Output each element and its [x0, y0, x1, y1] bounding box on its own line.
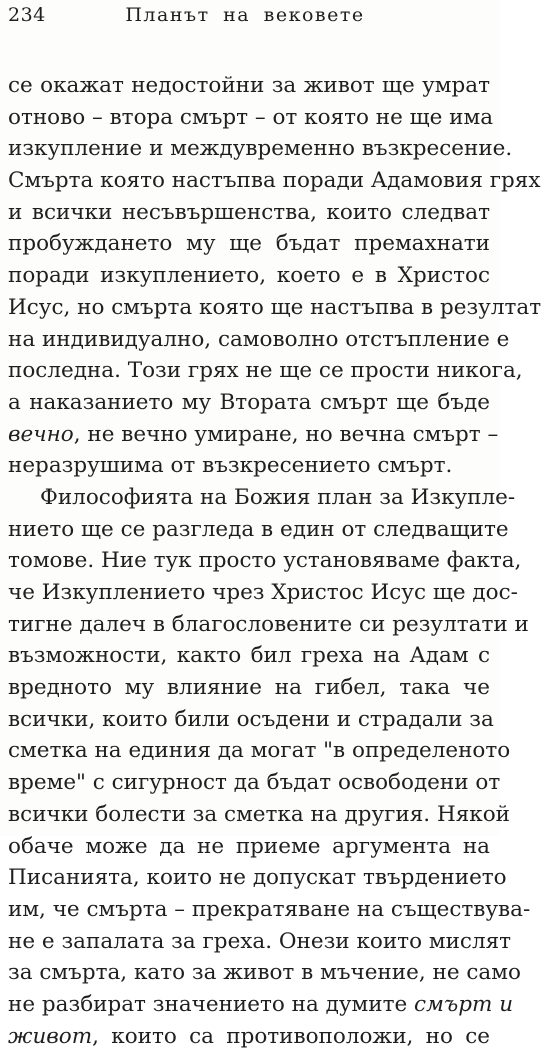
text-line — [8, 831, 490, 863]
text-line — [8, 419, 499, 451]
text-line — [8, 767, 501, 799]
running-title: Планът на вековете — [125, 4, 365, 26]
text-run: Философията на Божия план за Изкупле- — [40, 484, 516, 510]
text-run: за смърта, като за живот в мъчение, не само — [8, 960, 521, 986]
text-line — [8, 102, 494, 134]
italic-text: живот — [8, 1023, 93, 1049]
text-run: не разбират значението на думите — [8, 991, 415, 1017]
text-run: време" с сигурност да бъдат освободени от — [8, 770, 501, 796]
text-run: всички болести за сметка на другия. Някой — [8, 801, 510, 827]
text-line — [8, 799, 510, 831]
text-run: и всички несъвършенства, които следват — [8, 199, 490, 225]
text-run: последна. Този грях не ще се прости никога, — [8, 358, 523, 384]
text-run: отново – втора смърт – от която не ще има — [8, 104, 494, 130]
text-run: сметка на единия да могат "в определеното — [8, 738, 511, 764]
italic-text: смърт и — [414, 991, 514, 1017]
text-run: а наказанието му Втората смърт ще бъде — [8, 389, 490, 415]
text-run: , които са противоположи, но се — [92, 1023, 490, 1049]
body-text — [8, 70, 541, 1052]
text-line — [8, 450, 490, 482]
text-run: на индивидуално, самоволно отстъпление е — [8, 326, 510, 352]
text-run: Смърта която настъпва поради Адамовия грях — [8, 168, 541, 194]
text-line — [8, 165, 541, 197]
text-run: се окажат недостойни за живот ще умрат — [8, 73, 490, 98]
text-run: вредното му влияние на гибел, така че — [8, 675, 490, 701]
text-run: им, че смърта – прекратяване на съществува- — [8, 896, 531, 922]
text-run: , не вечно умиране, но вечна смърт – — [73, 421, 499, 447]
text-line — [8, 926, 512, 958]
text-run: обаче може да не приеме аргумента на — [8, 833, 490, 859]
text-run: Исус, но смърта която ще настъпва в резултат — [8, 294, 541, 320]
text-line — [8, 545, 522, 577]
text-run: че Изкуплението чрез Христос Исус ще дос- — [8, 580, 518, 605]
paragraph — [8, 70, 541, 482]
text-run: томове. Ние тук просто установяваме факта, — [8, 548, 522, 574]
text-line — [8, 292, 541, 324]
text-line — [8, 1021, 490, 1052]
text-line — [8, 260, 490, 292]
text-run: изкупление и междувременно възкресение. — [8, 136, 513, 162]
text-line — [8, 197, 490, 229]
text-run: не е запалата за греха. Онези които мислят — [8, 928, 512, 954]
text-run: всички, които били осъдени и страдали за — [8, 706, 494, 732]
text-line — [8, 989, 514, 1021]
text-line — [8, 577, 518, 609]
paragraph — [8, 482, 531, 1052]
text-line — [8, 324, 510, 356]
text-run: Писанията, които не допускат твърдението — [8, 865, 507, 891]
text-line — [8, 735, 511, 767]
text-line — [8, 704, 494, 736]
text-line — [8, 482, 516, 514]
text-run: тигне далеч в благословените си резултати и — [8, 611, 529, 637]
text-line — [8, 609, 529, 641]
text-line — [8, 894, 531, 926]
text-line — [8, 862, 507, 894]
text-line — [8, 640, 490, 672]
text-run: нието ще се разгледа в един от следващите — [8, 516, 509, 542]
text-run: пробуждането му ще бъдат премахнати — [8, 231, 490, 257]
text-run: възможности, както бил греха на Адам с — [8, 643, 490, 669]
text-run: неразрушима от възкресението смърт. — [8, 453, 453, 479]
running-head — [8, 4, 482, 32]
page-number: 234 — [8, 4, 46, 26]
text-line — [8, 133, 513, 165]
text-line — [8, 957, 521, 989]
text-line — [8, 387, 490, 419]
text-line — [8, 228, 490, 260]
text-line — [8, 70, 490, 102]
text-line — [8, 355, 523, 387]
italic-text: вечно — [8, 421, 74, 447]
text-line — [8, 672, 490, 704]
text-run: поради изкуплението, което е в Христос — [8, 263, 490, 289]
text-line — [8, 514, 509, 546]
